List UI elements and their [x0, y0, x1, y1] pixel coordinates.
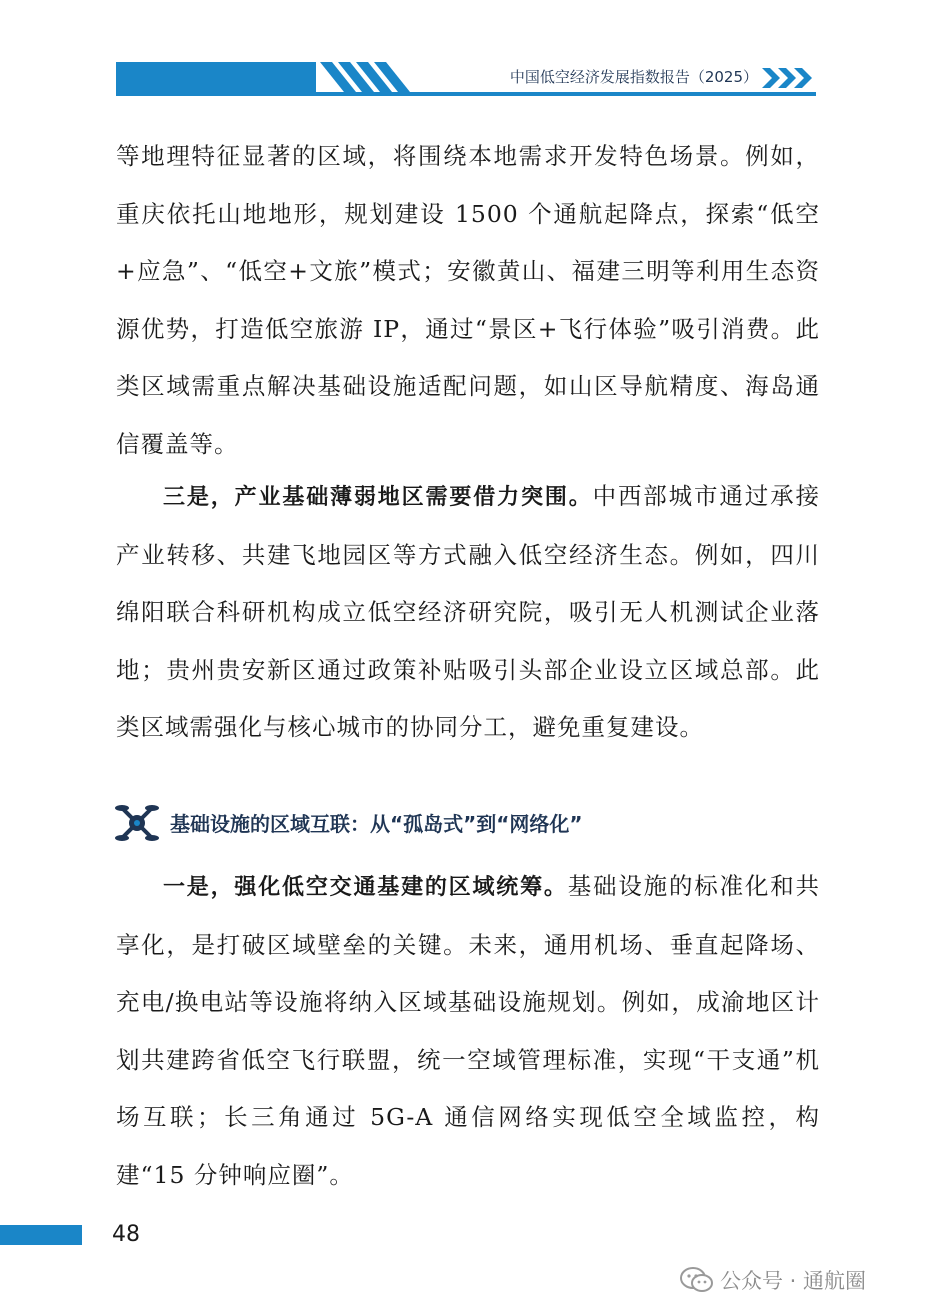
footer-accent-bar — [0, 1225, 82, 1245]
page-number: 48 — [112, 1222, 140, 1247]
paragraph-3-lead: 一是，强化低空交通基建的区域统筹。 — [163, 875, 568, 900]
header-rule — [116, 92, 816, 96]
page-header — [116, 62, 816, 96]
section-heading — [114, 800, 814, 846]
section-title: 基础设施的区域互联：从“孤岛式”到“网络化” — [170, 812, 583, 836]
paragraph-2-lead: 三是，产业基础薄弱地区需要借力突围。 — [163, 485, 593, 510]
paragraph-2 — [116, 468, 820, 757]
paragraph-1-text: 等地理特征显著的区域，将围绕本地需求开发特色场景。例如，重庆依托山地地形，规划建设 1500 个通航起降点，探索“低空+应急”、“低空+文旅”模式；安徽黄山、福建三明等利用生态资源优势，打造低空旅游 IP，通过“景区+飞行体验”吸引消费。此类区域需重点解决基础设施适配问题，如山区导航精度、海岛通信覆盖等。 — [116, 142, 820, 458]
header-stripes-decoration — [286, 62, 466, 96]
paragraph-3 — [116, 858, 820, 1205]
paragraph-2-text: 中西部城市通过承接产业转移、共建飞地园区等方式融入低空经济生态。例如，四川绵阳联合科研机构成立低空经济研究院，吸引无人机测试企业落地；贵州贵安新区通过政策补贴吸引头部企业设立区域总部。此类区域需强化与核心城市的协同分工，避免重复建设。 — [116, 482, 820, 742]
paragraph-3-text: 基础设施的标准化和共享化，是打破区域壁垒的关键。未来，通用机场、垂直起降场、充电/换电站等设施将纳入区域基础设施规划。例如，成渝地区计划共建跨省低空飞行联盟，统一空域管理标准，实现“干支通”机场互联；长三角通过 5G-A 通信网络实现低空全域监控，构建“15 分钟响应圈”。 — [116, 872, 820, 1189]
wechat-icon — [680, 1266, 714, 1294]
header-title: 中国低空经济发展指数报告（2025） — [509, 68, 758, 86]
drone-icon — [114, 800, 160, 846]
chevron-right-icon — [762, 66, 816, 88]
paragraph-1 — [116, 128, 820, 474]
watermark-text: 公众号 · 通航圈 — [720, 1269, 867, 1293]
watermark — [680, 1262, 920, 1298]
